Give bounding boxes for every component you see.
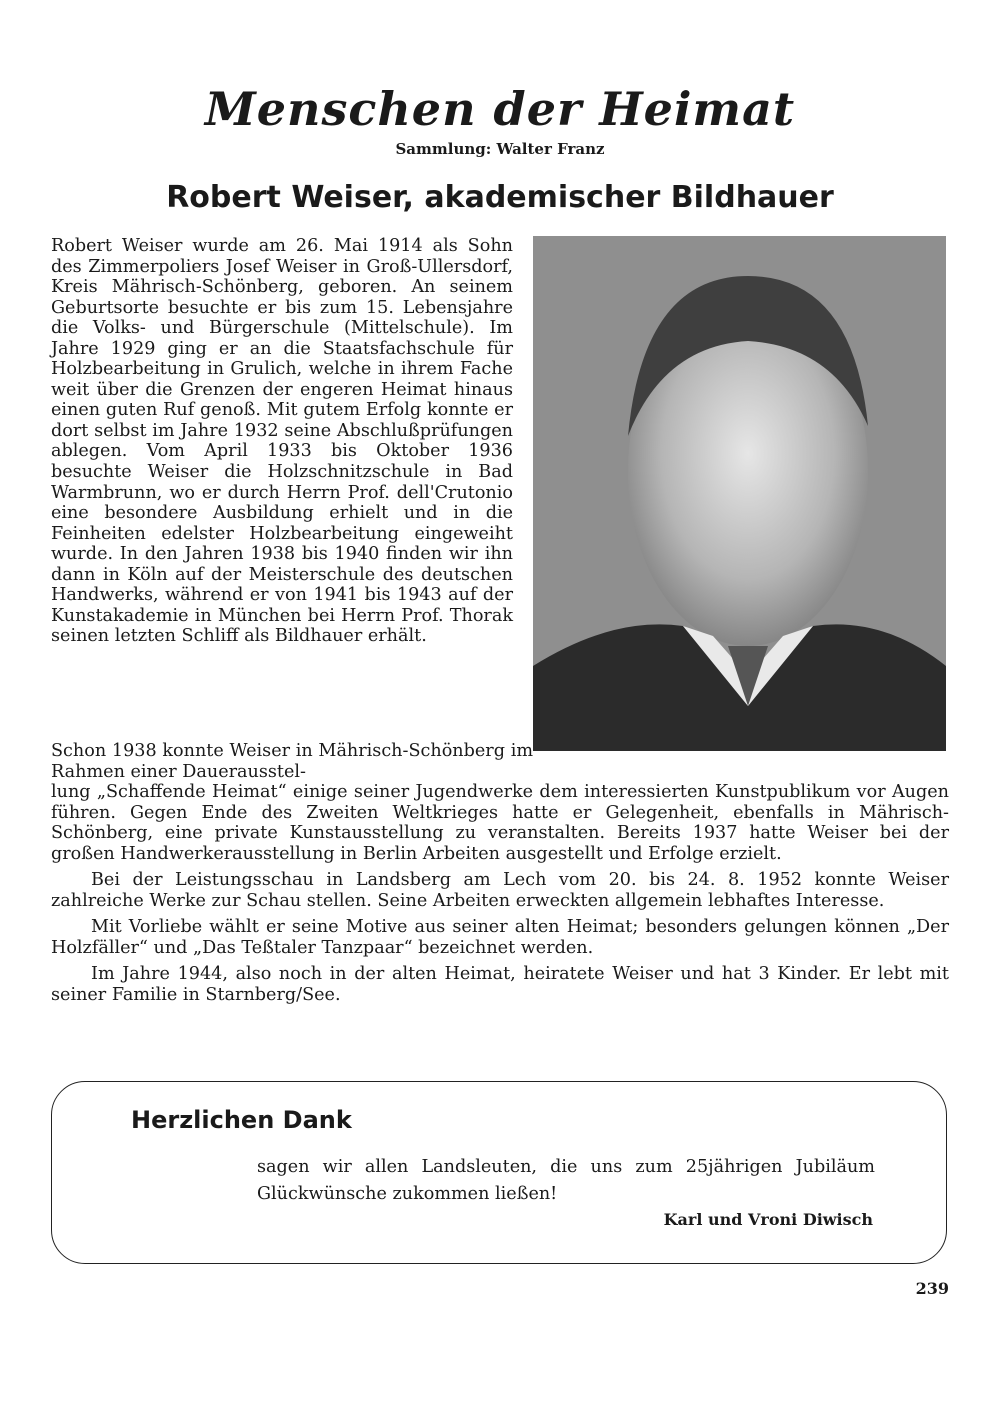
article-full-width (51, 741, 949, 1006)
section-title: Menschen der Heimat (204, 82, 796, 136)
article-title: Robert Weiser, akademischer Bildhauer (166, 180, 834, 215)
portrait-illustration (533, 236, 946, 751)
thanks-title: Herzlichen Dank (131, 1106, 352, 1134)
thanks-text: sagen wir allen Landsleuten, die uns zum 25jährigen Jubiläum Glückwünsche zukommen ließen! (257, 1157, 875, 1204)
thanks-notice-box (51, 1081, 947, 1264)
portrait-photo (533, 236, 946, 751)
article-paragraph: Bei der Leistungsschau in Landsberg am Lech vom 20. bis 24. 8. 1952 konnte Weiser zahlreiche Werke zur Schau stellen. Seine Arbeiten erweckten allgemein lebhaftes Interesse. (51, 870, 949, 911)
article-paragraph: Im Jahre 1944, also noch in der alten Heimat, heiratete Weiser und hat 3 Kinder. Er lebt mit seiner Familie in Starnberg/See. (51, 964, 949, 1006)
article-paragraph: Robert Weiser wurde am 26. Mai 1914 als Sohn des Zimmerpoliers Josef Weiser in Groß-Ullersdorf, Kreis Mährisch-Schönberg, geboren. An seinem Geburtsorte besuchte er bis zum 15. Lebensjahre die Volks- und Bürgerschule (Mittelschule). Im Jahre 1929 ging er an die Staatsfachschule für Holzbearbeitung in Grulich, welche in ihrem Fache weit über die Grenzen der engeren Heimat hinaus einen guten Ruf genoß. Mit gutem Erfolg konnte er dort selbst im Jahre 1932 seine Abschlußprüfungen ablegen. Vom April 1933 bis Oktober 1936 besuchte Weiser die Holzschnitzschule in Bad Warmbrunn, wo er durch Herrn Prof. dell'Crutonio eine besondere Ausbildung erhielt und in die Feinheiten edelster Holzbearbeitung eingeweiht wurde. In den Jahren 1938 bis 1940 finden wir ihn dann in Köln auf der Meisterschule des deutschen Handwerks, während er von 1941 bis 1943 auf der Kunstakademie in München bei Herrn Prof. Thorak seinen letzten Schliff als Bildhauer erhält. (51, 236, 513, 647)
article-paragraph (51, 741, 949, 864)
paragraph-continuation: lung „Schaffende Heimat“ einige seiner Jugendwerke dem interessierten Kunstpublikum vor Augen führen. Gegen Ende des Zweiten Weltkrieges hatte er Gelegenheit, ebenfalls in Mährisch-Schönberg, eine private Kunstausstellung zu veranstalten. Bereits 1937 hatte Weiser bei der großen Handwerkerausstellung in Berlin Arbeiten ausgestellt und Erfolge erzielt. (51, 782, 949, 864)
article-paragraph: Mit Vorliebe wählt er seine Motive aus seiner alten Heimat; besonders gelungen können „Der Holzfäller“ und „Das Teßtaler Tanzpaar“ bezeichnet werden. (51, 917, 949, 958)
page-number: 239 (915, 1279, 949, 1298)
thanks-signature: Karl und Vroni Diwisch (663, 1210, 873, 1229)
paragraph-start: Schon 1938 konnte Weiser in Mährisch-Schönberg im Rahmen einer Dauerausstel- (51, 741, 533, 782)
article-column (51, 236, 513, 647)
collection-credit: Sammlung: Walter Franz (395, 140, 605, 158)
